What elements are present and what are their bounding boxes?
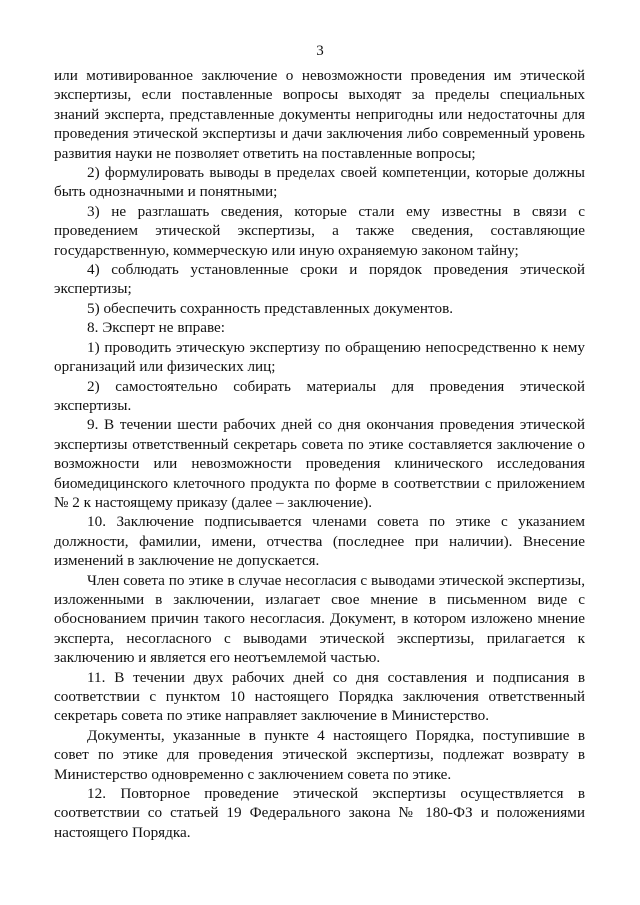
paragraph: Документы, указанные в пункте 4 настоящего Порядка, поступившие в совет по этике для проведения этической экспертизы, подлежат возврату в Министерство одновременно с заключением совета по этике. <box>54 726 585 783</box>
paragraph: 4) соблюдать установленные сроки и порядок проведения этической экспертизы; <box>54 261 585 298</box>
paragraph: 8. Эксперт не вправе: <box>87 319 225 337</box>
paragraph: 3) не разглашать сведения, которые стали ему известны в связи с проведением этической экспертизы, а также сведения, составляющие государственную, коммерческую или иную охраняемую законом тайну; <box>54 202 585 259</box>
paragraph: или мотивированное заключение о невозможности проведения им этической экспертизы, если поставленные вопросы выходят за пределы специальных знаний эксперта, представленные документы непригодны или недостаточны для проведения этической экспертизы и дачи заключения либо современный уровень развития науки не позволяет ответить на поставленные вопросы; <box>54 67 585 162</box>
paragraph: 10. Заключение подписывается членами совета по этике с указанием должности, фамилии, имени, отчества (последнее при наличии). Внесение изменений в заключение не допускается. <box>54 513 585 570</box>
paragraph: 12. Повторное проведение этической экспертизы осуществляется в соответствии со статьей 19 Федерального закона № 180-ФЗ и положениями настоящего Порядка. <box>54 785 585 841</box>
page-number: 3 <box>316 43 324 59</box>
paragraph: 11. В течении двух рабочих дней со дня составления и подписания в соответствии с пунктом 10 настоящего Порядка заключения ответственный секретарь совета по этике направляет заключение в Министерство. <box>54 668 585 725</box>
paragraph: 5) обеспечить сохранность представленных документов. <box>87 299 454 317</box>
document-body <box>54 66 585 842</box>
paragraph: 2) формулировать выводы в пределах своей компетенции, которые должны быть однозначными и понятными; <box>54 164 585 201</box>
paragraph: 1) проводить этическую экспертизу по обращению непосредственно к нему организаций или физических лиц; <box>54 338 585 376</box>
paragraph: Член совета по этике в случае несогласия с выводами этической экспертизы, изложенными в заключении, излагает свое мнение в письменном виде с обоснованием причин такого несогласия. Документ, в котором изложено мнение эксперта, несогласного с выводами этической экспертизы, прилагается к заключению и является его неотъемлемой частью. <box>54 571 585 667</box>
paragraph: 9. В течении шести рабочих дней со дня окончания проведения этической экспертизы ответственный секретарь совета по этике составляется заключение о возможности или невозможности проведения клинического исследования биомедицинского клеточного продукта по форме в соответствии с приложением № 2 к настоящему приказу (далее – заключение). <box>54 416 585 511</box>
paragraph: 2) самостоятельно собирать материалы для проведения этической экспертизы. <box>54 377 585 414</box>
